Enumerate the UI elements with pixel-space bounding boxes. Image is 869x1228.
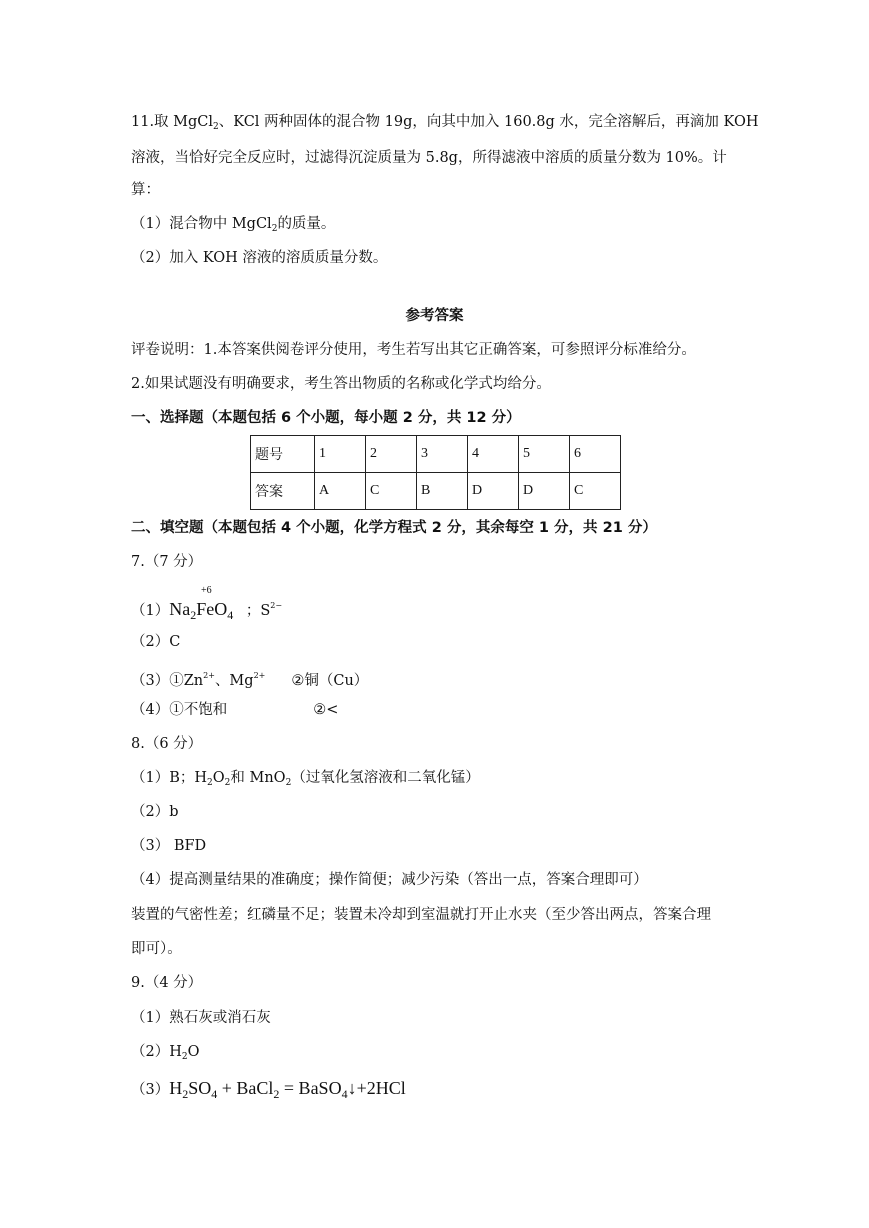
q7-part1 — [131, 596, 282, 625]
formula-text: = BaSO — [279, 1078, 342, 1098]
sulfide-ion: ；S — [245, 603, 271, 619]
subscript: 4 — [211, 1087, 218, 1101]
subscript: 4 — [227, 608, 234, 622]
q8-part1-text: 和 MnO — [230, 770, 286, 786]
q8-part5-line2: 即可）。 — [131, 941, 182, 957]
part-label: （3） — [131, 1082, 170, 1098]
table-cell: 2 — [366, 436, 417, 473]
q8-part1-text: （1）B；H — [131, 770, 208, 786]
q7-part4 — [131, 700, 338, 720]
q11-text: 11.取 MgCl — [131, 114, 214, 130]
formula-text: Na — [169, 599, 191, 619]
formula-text: FeO — [196, 599, 228, 619]
q8-part3: （3） BFD — [131, 838, 207, 854]
q8-part1-text: （过氧化氢溶液和二氧化锰） — [291, 770, 480, 786]
grading-note-1: 评卷说明：1.本答案供阅卷评分使用，考生若写出其它正确答案，可参照评分标准给分。 — [131, 342, 696, 358]
answer-table — [250, 435, 621, 510]
table-cell: 1 — [315, 436, 366, 473]
table-cell: 答案 — [251, 473, 315, 510]
table-cell: C — [366, 473, 417, 510]
subscript: 2 — [224, 778, 231, 788]
q9-part2-text: （2）H — [131, 1044, 182, 1060]
table-cell: A — [315, 473, 366, 510]
table-cell: 4 — [468, 436, 519, 473]
q11-line2: 溶液，当恰好完全反应时，过滤得沉淀质量为 5.8g，所得滤液中溶质的质量分数为 10%。计 — [131, 150, 727, 166]
subscript: 4 — [341, 1087, 348, 1101]
answers-title: 参考答案 — [405, 308, 464, 324]
subscript: 2 — [182, 1087, 189, 1101]
q8-head: 8.（6 分） — [131, 736, 203, 752]
q8-part2: （2）b — [131, 804, 179, 820]
q7-part3-text: ②铜（Cu） — [291, 673, 369, 689]
table-cell: 3 — [417, 436, 468, 473]
q7-head: 7.（7 分） — [131, 554, 203, 570]
q11-line3: 算： — [131, 182, 160, 198]
grading-note-2: 2.如果试题没有明确要求，考生答出物质的名称或化学式均给分。 — [131, 376, 551, 392]
q8-part5-line1: 装置的气密性差；红磷量不足；装置未冷却到室温就打开止水夹（至少答出两点，答案合理 — [131, 907, 711, 923]
superscript: 2− — [270, 601, 283, 610]
table-cell: B — [417, 473, 468, 510]
table-cell: C — [570, 473, 621, 510]
subscript: 2 — [273, 1087, 280, 1101]
chemical-equation — [169, 1078, 406, 1101]
q7-part3-text: （3）①Zn — [131, 673, 204, 689]
q9-part3 — [131, 1078, 406, 1104]
q11-sub2: （2）加入 KOH 溶液的溶质质量分数。 — [131, 250, 388, 266]
subscript: 2 — [181, 1052, 188, 1062]
q9-head: 9.（4 分） — [131, 975, 203, 991]
subscript: 2 — [213, 122, 219, 132]
q11-line1 — [131, 112, 759, 137]
table-cell: 题号 — [251, 436, 315, 473]
section1-heading: 一、选择题（本题包括 6 个小题，每小题 2 分，共 12 分） — [131, 410, 521, 426]
q7-part2: （2）C — [131, 634, 181, 650]
q11-text: 、KCl 两种固体的混合物 19g，向其中加入 160.8g 水，完全溶解后，再滴加 KOH — [218, 114, 759, 130]
q9-part2 — [131, 1042, 200, 1067]
superscript: 2+ — [203, 671, 215, 680]
q11-sub1-text: （1）混合物中 MgCl — [131, 216, 272, 232]
table-cell: 6 — [570, 436, 621, 473]
formula-text: H — [169, 1078, 183, 1098]
table-row — [251, 473, 621, 510]
subscript: 2 — [271, 224, 278, 234]
formula-text: SO — [188, 1078, 212, 1098]
q8-part4: （4）提高测量结果的准确度；操作简便；减少污染（答出一点，答案合理即可） — [131, 872, 648, 888]
table-cell: D — [468, 473, 519, 510]
part-label: （1） — [131, 603, 170, 619]
precipitate-arrow-icon: ↓ — [347, 1078, 357, 1098]
section2-heading: 二、填空题（本题包括 4 个小题，化学方程式 2 分，其余每空 1 分，共 21 分） — [131, 520, 657, 536]
subscript: 2 — [190, 608, 197, 622]
q9-part1: （1）熟石灰或消石灰 — [131, 1010, 271, 1026]
q8-part1 — [131, 768, 480, 793]
formula-na2feo4 — [169, 599, 234, 622]
table-cell: 5 — [519, 436, 570, 473]
q7-part3-text: 、Mg — [214, 673, 254, 689]
table-cell: D — [519, 473, 570, 510]
q7-part4-text: （4）①不饱和 — [131, 702, 228, 718]
formula-text: +2HCl — [356, 1078, 406, 1098]
superscript: 2+ — [253, 671, 266, 680]
table-row — [251, 436, 621, 473]
formula-text: + BaCl — [217, 1078, 274, 1098]
q11-sub1-text: 的质量。 — [277, 216, 336, 232]
q7-part4-text: ②< — [313, 702, 339, 718]
q7-part3 — [131, 666, 368, 691]
q11-sub1 — [131, 214, 335, 239]
oxidation-state: +6 — [201, 585, 212, 596]
q8-part1-text: O — [212, 770, 225, 786]
subscript: 2 — [207, 778, 213, 788]
q9-part2-text: O — [187, 1044, 200, 1060]
subscript: 2 — [285, 778, 292, 788]
